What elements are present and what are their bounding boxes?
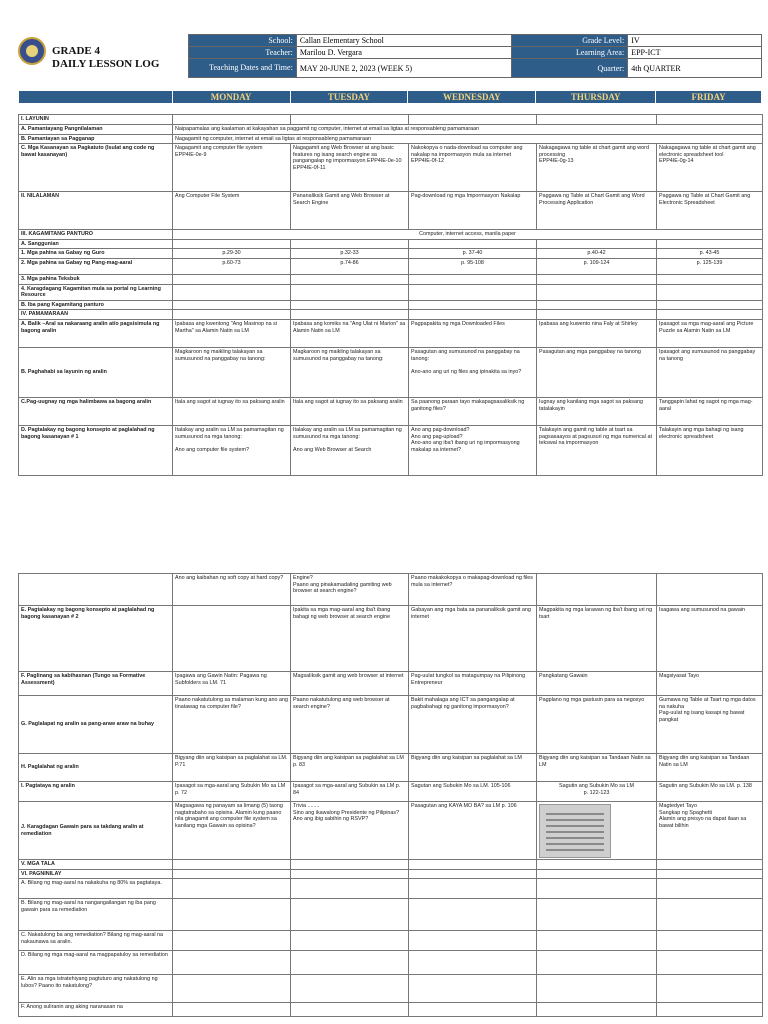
table-cell: p.32-33 bbox=[291, 249, 409, 259]
empty-cell bbox=[657, 1003, 763, 1017]
empty-cell bbox=[291, 239, 409, 249]
table-row bbox=[19, 696, 763, 754]
table-cell: Magkaroon ng maikling talakayan sa sumusunod na panggabay na tanong: bbox=[291, 347, 409, 397]
table-cell: Ipabasa ang kuwento nina Faly at Shirley bbox=[537, 319, 657, 347]
table-cell: Nakagagawa ng table at chart gamit ang electronic spreadsheet tool EPP4IE-0g-14 bbox=[657, 144, 763, 192]
table-cell: Paggawa ng Table at Chart Gamit ang Word Processing Application bbox=[537, 192, 657, 230]
empty-cell bbox=[409, 975, 537, 1003]
empty-cell bbox=[657, 975, 763, 1003]
table-cell bbox=[657, 574, 763, 606]
table-cell: Magsiyasat Tayo bbox=[657, 672, 763, 696]
empty-cell bbox=[409, 310, 537, 320]
table-cell: p. 95-108 bbox=[409, 258, 537, 274]
performance-standard-text: Nagagamit ng computer, internet at email sa ligtas at responsableng pamamaraan bbox=[173, 134, 763, 144]
materials-text: Computer, internet access, manila paper bbox=[173, 230, 763, 240]
empty-cell bbox=[657, 239, 763, 249]
title-line-grade: GRADE 4 bbox=[52, 45, 100, 57]
empty-cell bbox=[291, 869, 409, 879]
table-cell: Gumawa ng Table at Tsart ng mga datos na nakuha Pag-uulat ng isang kasapi ng bawat pangkat bbox=[657, 696, 763, 754]
empty-cell bbox=[537, 310, 657, 320]
empty-cell bbox=[409, 931, 537, 951]
empty-cell bbox=[537, 274, 657, 284]
row-label: A. Pamantayang Pangnilalaman bbox=[19, 125, 173, 135]
empty-cell bbox=[173, 951, 291, 975]
row-label: F. Paglinang sa kabihasnan (Tungo sa Formative Assessment) bbox=[19, 672, 173, 696]
table-cell: Pag-download ng mga Impormasyon Nakalap bbox=[409, 192, 537, 230]
row-label: VI. PAGNINILAY bbox=[19, 869, 173, 879]
table-cell: Pag-uulat tungkol sa matagumpay na Pilipinong Entrepreneur bbox=[409, 672, 537, 696]
grade-level-label: Grade Level: bbox=[512, 35, 628, 47]
empty-cell bbox=[291, 274, 409, 284]
table-cell: Paggawa ng Table at Chart Gamit ang Electronic Spreadsheet bbox=[657, 192, 763, 230]
teacher-label: Teacher: bbox=[189, 47, 297, 59]
table-row bbox=[19, 951, 763, 975]
table-cell: Ano ang kaibahan ng soft copy at hard copy? bbox=[173, 574, 291, 606]
table-cell: Magsaliksik gamit ang web browser at internet bbox=[291, 672, 409, 696]
empty-cell bbox=[657, 300, 763, 310]
row-label: 1. Mga pahina sa Gabay ng Guro bbox=[19, 249, 173, 259]
empty-cell bbox=[291, 975, 409, 1003]
teaching-dates-value: MAY 20-JUNE 2, 2023 (WEEK 5) bbox=[296, 59, 512, 78]
empty-cell bbox=[657, 951, 763, 975]
empty-cell bbox=[537, 860, 657, 870]
table-cell: Italakay ang aralin sa LM sa pamamagitan ng sumusunod na mga tanong: Ano ang computer file system? bbox=[173, 425, 291, 475]
table-cell: Gabayan ang mga bata sa pananaliksik gamit ang internet bbox=[409, 606, 537, 672]
row-label: 3. Mga pahina Teksbuk bbox=[19, 274, 173, 284]
school-label: School: bbox=[189, 35, 297, 47]
table-row bbox=[19, 931, 763, 951]
empty-cell bbox=[291, 310, 409, 320]
row-label: A. Balik –Aral sa nakaraang aralin at/o pagsisimula ng bagong aralin bbox=[19, 319, 173, 347]
table-cell: Magsagawa ng panayam sa limang (5) taong nagtatrabaho sa opisina. Alamin kung paano nila ginagamit ang computer file system sa kanilang mga Gawain sa opisina? bbox=[173, 802, 291, 860]
empty-cell bbox=[291, 300, 409, 310]
empty-cell bbox=[537, 951, 657, 975]
empty-cell bbox=[19, 574, 173, 606]
quarter-label: Quarter: bbox=[512, 59, 628, 78]
table-row bbox=[19, 144, 763, 192]
empty-cell bbox=[657, 115, 763, 125]
table-cell: Ipasagot ang sumusunod na panggabay na tanong bbox=[657, 347, 763, 397]
table-cell: p.74-86 bbox=[291, 258, 409, 274]
table-row bbox=[19, 249, 763, 259]
row-label: I. Pagtataya ng aralin bbox=[19, 782, 173, 802]
grade-level-value: IV bbox=[628, 35, 762, 47]
table-cell: Pananaliksik Gamit ang Web Browser at Search Engine bbox=[291, 192, 409, 230]
empty-cell bbox=[291, 879, 409, 899]
table-cell: Pagpapakita ng mga Downloaded Files bbox=[409, 319, 537, 347]
table-cell: Itala ang sagot at iugnay ito sa paksang aralin bbox=[291, 397, 409, 425]
table-row bbox=[19, 1003, 763, 1017]
row-label: IV. PAMAMARAAN bbox=[19, 310, 173, 320]
row-label: B. Paghahabi sa layunin ng aralin bbox=[19, 347, 173, 397]
table-row bbox=[19, 397, 763, 425]
day-header-blank bbox=[19, 91, 173, 104]
table-cell: Ipasagot sa mga mag-aaral ang Picture Puzzle sa Alamin Natin sa LM bbox=[657, 319, 763, 347]
day-header-thursday: THURSDAY bbox=[536, 91, 656, 104]
empty-cell bbox=[291, 931, 409, 951]
table-cell: Ang Computer File System bbox=[173, 192, 291, 230]
empty-cell bbox=[409, 274, 537, 284]
table-cell: Magkaroon ng maikling talakayan sa sumusunod na panggabay na tanong: bbox=[173, 347, 291, 397]
table-cell: Ipagawa ang Gawin Natin: Pagawa ng Subfolders sa LM. 71 bbox=[173, 672, 291, 696]
table-cell: Sagutin ang Subukin Mo sa LM. p. 138 bbox=[657, 782, 763, 802]
empty-cell bbox=[173, 879, 291, 899]
table-row bbox=[19, 782, 763, 802]
table-cell: Bigyang diin ang kaisipan sa Tandaan Natin sa LM bbox=[537, 754, 657, 782]
row-label: 4. Karagdagang Kagamitan mula sa portal ng Learning Resource bbox=[19, 284, 173, 300]
table-cell: Iugnay ang kanilang mga sagot sa paksang tatalakayin bbox=[537, 397, 657, 425]
table-cell: Talakayin ang mga bahagi ng isang electronic spreadsheet bbox=[657, 425, 763, 475]
empty-cell bbox=[657, 274, 763, 284]
row-label: D. Pagtalakay ng bagong konsepto at paglalahad ng bagong kasanayan # 1 bbox=[19, 425, 173, 475]
weekday-header bbox=[18, 90, 762, 104]
empty-cell bbox=[409, 284, 537, 300]
row-label: A. Bilang ng mag-aaral na nakakuha ng 80% sa pagtataya. bbox=[19, 879, 173, 899]
table-cell: Engine? Paano ang pinakamadaling gamiting web browser at search engine? bbox=[291, 574, 409, 606]
table-cell: Magpakita ng mga larawan ng iba't ibang uri ng tsart bbox=[537, 606, 657, 672]
empty-cell bbox=[173, 310, 291, 320]
empty-cell bbox=[657, 310, 763, 320]
table-row bbox=[19, 672, 763, 696]
row-label: C.Pag-uugnay ng mga halimbawa sa bagong aralin bbox=[19, 397, 173, 425]
table-cell: Paano nakatutulong ang web browser at search engine? bbox=[291, 696, 409, 754]
empty-cell bbox=[291, 951, 409, 975]
row-label: E. Pagtalakay ng bagong konsepto at paglalahad ng bagong kasanayan # 2 bbox=[19, 606, 173, 672]
table-cell: Pasagutan ang mga panggabay na tanong bbox=[537, 347, 657, 397]
worksheet-photo bbox=[539, 804, 611, 858]
empty-cell bbox=[409, 860, 537, 870]
table-row bbox=[19, 258, 763, 274]
table-cell: Bigyang diin ang kaisipan sa paglalahat sa LM. P.71 bbox=[173, 754, 291, 782]
empty-cell bbox=[291, 115, 409, 125]
table-row bbox=[19, 754, 763, 782]
empty-cell bbox=[173, 284, 291, 300]
day-header-tuesday: TUESDAY bbox=[290, 91, 408, 104]
empty-cell bbox=[409, 115, 537, 125]
empty-cell bbox=[173, 899, 291, 931]
worksheet-photo-cell bbox=[537, 802, 657, 860]
table-cell: Trivia ........ Sino ang ikawalong Presidente ng Pilipinas? Ano ang ibig sabihin ng RSVP? bbox=[291, 802, 409, 860]
empty-cell bbox=[409, 951, 537, 975]
row-label: V. MGA TALA bbox=[19, 860, 173, 870]
day-header-wednesday: WEDNESDAY bbox=[408, 91, 536, 104]
row-label: 2. Mga pahina sa Gabay ng Pang-mag-aaral bbox=[19, 258, 173, 274]
empty-cell bbox=[291, 284, 409, 300]
table-cell: Sagutin ang Subukin Mo sa LM p. 122-123 bbox=[537, 782, 657, 802]
empty-cell bbox=[657, 860, 763, 870]
empty-cell bbox=[173, 860, 291, 870]
table-cell: Nagagamit ang Web Browser at ang basic features ng isang search engine sa pangangalap ng impormasyon EPP4IE-0e-10 EPP4IE-0f-11 bbox=[291, 144, 409, 192]
table-row bbox=[19, 879, 763, 899]
title-line-dll: DAILY LESSON LOG bbox=[52, 58, 160, 70]
table-cell: Nakokopya o nada-download sa computer ang nakalap na impormasyon mula sa internet EPP4IE-0f-12 bbox=[409, 144, 537, 192]
table-cell: Ipabasa ang kwentong "Ang Masinop na si Martha" sa Alamin Natin sa LM bbox=[173, 319, 291, 347]
table-cell: Bigyang diin ang kaisipan sa Tandaan Natin sa LM bbox=[657, 754, 763, 782]
table-cell: p.60-73 bbox=[173, 258, 291, 274]
empty-cell bbox=[409, 239, 537, 249]
empty-cell bbox=[657, 284, 763, 300]
table-cell: Pagplano ng mga gastusin para sa negosyo bbox=[537, 696, 657, 754]
deped-seal-logo bbox=[18, 37, 46, 65]
row-label: F. Anong suliranin ang aking naranasan na bbox=[19, 1003, 173, 1017]
empty-cell bbox=[173, 115, 291, 125]
empty-cell bbox=[409, 1003, 537, 1017]
row-label: A. Sanggunian bbox=[19, 239, 173, 249]
day-header-monday: MONDAY bbox=[172, 91, 290, 104]
lesson-log-table-page2 bbox=[18, 573, 763, 1017]
row-label: C. Nakatulong ba ang remediation? Bilang ng mag-aaral na nakaunawa sa aralin. bbox=[19, 931, 173, 951]
empty-cell bbox=[657, 869, 763, 879]
table-cell: Sagutan ang Subukin Mo sa LM. 105-106 bbox=[409, 782, 537, 802]
table-cell: Itala ang sagot at iugnay ito sa paksang aralin bbox=[173, 397, 291, 425]
table-row bbox=[19, 192, 763, 230]
table-cell: p. 37-40 bbox=[409, 249, 537, 259]
table-cell: Ipasagot sa mga-aaral ang Subukin Mo sa LM p. 72 bbox=[173, 782, 291, 802]
empty-cell bbox=[657, 879, 763, 899]
content-standard-text: Naipapamalas ang kaalaman at kakayahan sa paggamit ng computer, internet at email sa ligtas at responsableng pamamaraan bbox=[173, 125, 763, 135]
empty-cell bbox=[173, 931, 291, 951]
table-cell: Magtedyet Tayo Sangkap ng Spaghetti Alamin ang presyo na dapat ilaan sa bawat bilihin bbox=[657, 802, 763, 860]
table-cell: p. 43-45 bbox=[657, 249, 763, 259]
layunin-header: I. LAYUNIN bbox=[19, 115, 173, 125]
row-label: B. Iba pang Kagamitang panturo bbox=[19, 300, 173, 310]
empty-cell bbox=[657, 931, 763, 951]
table-cell: p.40-42 bbox=[537, 249, 657, 259]
row-label: B. Bilang ng mag-aaral na nangangailangan ng iba pang gawain para sa remediation bbox=[19, 899, 173, 931]
empty-cell bbox=[537, 931, 657, 951]
lesson-log-table-page1 bbox=[18, 114, 763, 476]
empty-cell bbox=[537, 239, 657, 249]
empty-cell bbox=[537, 975, 657, 1003]
table-cell: Pangkatang Gawain bbox=[537, 672, 657, 696]
learning-area-value: EPP-ICT bbox=[628, 47, 762, 59]
empty-cell bbox=[409, 899, 537, 931]
table-row bbox=[19, 574, 763, 606]
table-cell: Bigyang diin ang kaisipan sa paglalahat sa LM p. 83 bbox=[291, 754, 409, 782]
school-value: Callan Elementary School bbox=[296, 35, 512, 47]
table-row bbox=[19, 347, 763, 397]
empty-cell bbox=[291, 899, 409, 931]
table-cell bbox=[537, 574, 657, 606]
table-row bbox=[19, 606, 763, 672]
empty-cell bbox=[537, 115, 657, 125]
table-cell: Sa paanong paraan tayo makapagsasaliksik ng ganitong files? bbox=[409, 397, 537, 425]
table-cell: Pasagutan ang sumusunod na panggabay na tanong: Ano-ano ang uri ng files ang ipinakita sa inyo? bbox=[409, 347, 537, 397]
table-cell: Bakit mahalaga ang ICT sa pangangalap at pagbabahagi ng ganitong impormasyon? bbox=[409, 696, 537, 754]
empty-cell bbox=[537, 869, 657, 879]
empty-cell bbox=[173, 869, 291, 879]
table-cell: Paano makakokopya o makapag-download ng files mula sa internet? bbox=[409, 574, 537, 606]
table-cell: Ipabasa ang komiks na "Ang Ulat ni Marion" sa Alamin Natin sa LM bbox=[291, 319, 409, 347]
empty-cell bbox=[537, 1003, 657, 1017]
table-row bbox=[19, 319, 763, 347]
table-row bbox=[19, 802, 763, 860]
row-label: II. NILALAMAN bbox=[19, 192, 173, 230]
header-info-table bbox=[188, 34, 762, 78]
row-label: III. KAGAMITANG PANTURO bbox=[19, 230, 173, 240]
table-cell: Bigyang diin ang kaisipan sa paglalahat sa LM bbox=[409, 754, 537, 782]
empty-cell bbox=[173, 1003, 291, 1017]
row-label: J. Karagdagan Gawain para sa takdang aralin at remediation bbox=[19, 802, 173, 860]
empty-cell bbox=[537, 899, 657, 931]
table-cell: Ano ang pag-download? Ano ang pag-upload? Ano-ano ang iba't ibang uri ng impormasyong makalap sa internet? bbox=[409, 425, 537, 475]
row-label: B. Pamantayan sa Pagganap bbox=[19, 134, 173, 144]
row-label: H. Paglalahat ng aralin bbox=[19, 754, 173, 782]
empty-cell bbox=[537, 879, 657, 899]
empty-cell bbox=[409, 879, 537, 899]
table-cell: Paano nakatutulong sa malaman kung ano ang tinatawag na computer file? bbox=[173, 696, 291, 754]
table-cell: Italakay ang aralin sa LM sa pamamagitan ng sumusunod na mga tanong: Ano ang Web Browser at Search bbox=[291, 425, 409, 475]
teacher-value: Marilou D. Vergara bbox=[296, 47, 512, 59]
table-cell: Talakayin ang gamit ng table at tsart sa pagsasaayos at pagsusuri ng mga numerical at tekswal na impormasyon bbox=[537, 425, 657, 475]
empty-cell bbox=[537, 300, 657, 310]
row-label: G. Paglalapat ng aralin sa pang-araw araw na buhay bbox=[19, 696, 173, 754]
empty-cell bbox=[291, 860, 409, 870]
table-cell bbox=[173, 606, 291, 672]
table-cell: Ipasagot sa mga-aaral ang Subukin sa LM p. 84 bbox=[291, 782, 409, 802]
empty-cell bbox=[409, 300, 537, 310]
empty-cell bbox=[409, 869, 537, 879]
learning-area-label: Learning Area: bbox=[512, 47, 628, 59]
empty-cell bbox=[537, 284, 657, 300]
table-cell: p. 109-124 bbox=[537, 258, 657, 274]
quarter-value: 4th QUARTER bbox=[628, 59, 762, 78]
day-header-friday: FRIDAY bbox=[656, 91, 762, 104]
table-cell: Tanggapin lahat ng sagot ng mga mag-aaral bbox=[657, 397, 763, 425]
table-cell: p. 125-139 bbox=[657, 258, 763, 274]
page-title bbox=[52, 45, 159, 71]
teaching-dates-label: Teaching Dates and Time: bbox=[189, 59, 297, 78]
table-cell: Nagagamit ang computer file system EPP4IE-0e-9 bbox=[173, 144, 291, 192]
table-cell: Nakagagawa ng table at chart gamit ang word processing EPP4IE-0g-13 bbox=[537, 144, 657, 192]
empty-cell bbox=[657, 899, 763, 931]
table-cell: p.29-30 bbox=[173, 249, 291, 259]
empty-cell bbox=[173, 975, 291, 1003]
table-row bbox=[19, 425, 763, 475]
empty-cell bbox=[173, 274, 291, 284]
empty-cell bbox=[291, 1003, 409, 1017]
row-label: D. Bilang ng mga mag-aaral na magpapatuloy sa remediation bbox=[19, 951, 173, 975]
empty-cell bbox=[173, 239, 291, 249]
table-cell: Isagawa ang sumusunod na gawain bbox=[657, 606, 763, 672]
row-label: E. Alin sa mga istratehiyang pagtuturo ang nakatulong ng lubos? Paano ito nakatulong? bbox=[19, 975, 173, 1003]
table-row bbox=[19, 899, 763, 931]
table-cell: Ipakita sa mga mag-aaral ang iba't ibang bahagi ng web browser at search engine bbox=[291, 606, 409, 672]
table-row bbox=[19, 975, 763, 1003]
empty-cell bbox=[173, 300, 291, 310]
row-label: C. Mga Kasanayan sa Pagkatuto (Isulat ang code ng bawat kasanayan) bbox=[19, 144, 173, 192]
table-cell: Pasagutan ang KAYA MO BA? sa LM p. 106 bbox=[409, 802, 537, 860]
